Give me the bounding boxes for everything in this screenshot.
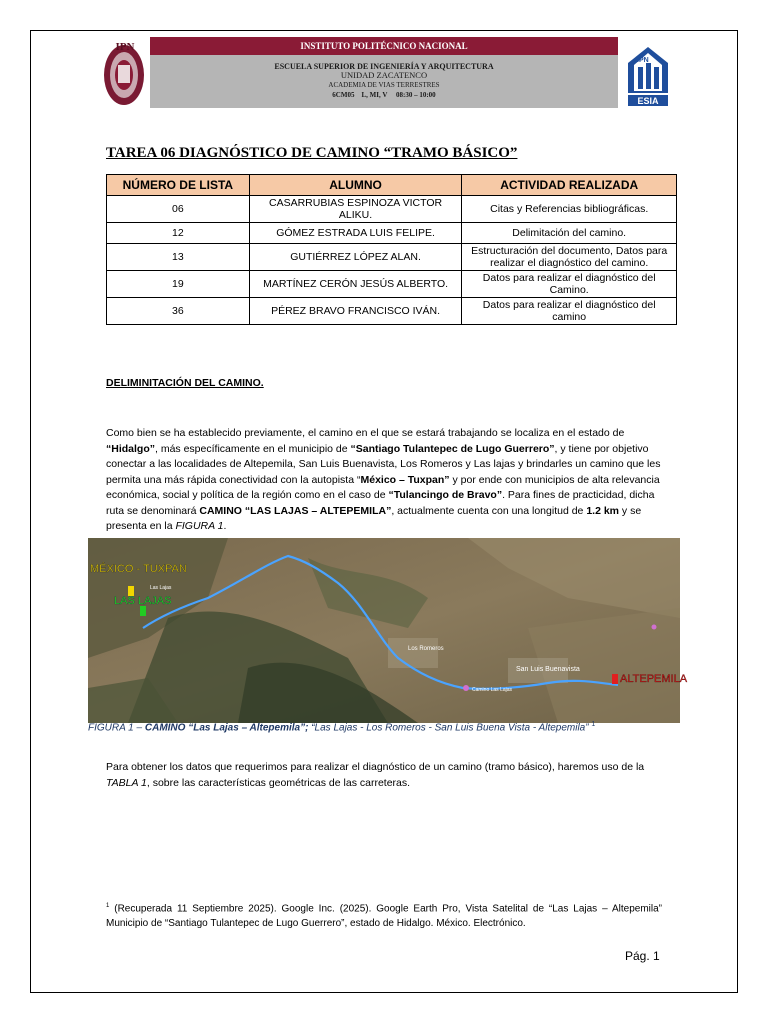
header-academy: ACADEMIA DE VIAS TERRESTRES	[328, 81, 440, 89]
delimitation-paragraph: Como bien se ha establecido previamente, el camino en el que se estará trabajando se localiza en el estado de “Hidalgo”, más específicamente en el municipio de “Santiago Tulantepec de Lugo Guerrero”, y tiene por objetivo conectar a las localidades de Altepemila, San Luis Buenavista, Los Romeros y Las lajas y brindarles un camino que les permita una más rápida conectividad con la autopista “México – Tuxpan” y por ende con municipios de alta relevancia económica, social y política de la región como en el caso de “Tulancingo de Bravo”. Para fines de practicidad, dicha ruta se denominará CAMINO “LAS LAJAS – ALTEPEMILA”, actualmente cuenta con una longitud de 1.2 km y se presenta en la FIGURA 1.	[106, 427, 661, 532]
table-cell: Citas y Referencias bibliográficas.	[462, 196, 677, 223]
svg-text:San Luis Buenavista: San Luis Buenavista	[516, 666, 580, 673]
table-row	[107, 298, 677, 325]
place-marker-icon	[652, 625, 657, 630]
table-header-cell: ALUMNO	[249, 175, 462, 196]
table-cell: 36	[107, 298, 250, 325]
table-cell: Datos para realizar el diagnóstico del Camino.	[462, 271, 677, 298]
table-cell: 13	[107, 244, 250, 271]
table-row	[107, 196, 677, 223]
document-title: TAREA 06 DIAGNÓSTICO DE CAMINO “TRAMO BÁSICO”	[106, 145, 518, 161]
table-cell: GUTIÉRREZ LÓPEZ ALAN.	[249, 244, 462, 271]
table-row	[107, 244, 677, 271]
svg-text:IPN: IPN	[637, 57, 649, 64]
svg-text:LAS LAJAS: LAS LAJAS	[114, 595, 172, 607]
table-row	[107, 223, 677, 244]
svg-text:Camino Las Lajas: Camino Las Lajas	[472, 687, 513, 693]
header-schedule: 6CM05 L, MI, V 08:30 – 10:00	[332, 91, 436, 99]
ipn-logo-icon	[101, 37, 147, 107]
team-table	[106, 174, 677, 325]
table-header-row	[107, 175, 677, 196]
table-cell: CASARRUBIAS ESPINOZA VICTOR ALIKU.	[249, 196, 462, 223]
table-cell: Estructuración del documento, Datos para realizar el diagnóstico del camino.	[462, 244, 677, 271]
svg-text:ALTEPEMILA: ALTEPEMILA	[620, 673, 688, 685]
header-unit: UNIDAD ZACATENCO	[340, 70, 428, 80]
satellite-map-image	[88, 538, 688, 723]
road-marker-icon	[463, 685, 469, 691]
figure-caption: FIGURA 1 – CAMINO “Las Lajas – Altepemila”; “Las Lajas - Los Romeros - San Luis Buena Vista - Altepemila” $^1$	[88, 721, 596, 734]
footnote: $^1$ (Recuperada 11 Septiembre 2025). Google Inc. (2025). Google Earth Pro, Vista Satelital de “Las Lajas – Altepemila” Municipio de “Santiago Tulantepec de Lugo Guerrero”, estado de Hidalgo. México. Electrónico.	[106, 903, 662, 930]
page-number: Pág. 1	[625, 949, 660, 963]
table-cell: 19	[107, 271, 250, 298]
header-institute: INSTITUTO POLITÉCNICO NACIONAL	[150, 37, 618, 55]
las-lajas-marker-icon	[140, 606, 146, 616]
table-cell: MARTÍNEZ CERÓN JESÚS ALBERTO.	[249, 271, 462, 298]
svg-text:Los Romeros: Los Romeros	[408, 646, 444, 652]
header-details	[150, 55, 618, 108]
svg-text:IPN: IPN	[115, 41, 135, 53]
header-school: ESCUELA SUPERIOR DE INGENIERÍA Y ARQUITECTURA	[274, 62, 494, 71]
table-cell: GÓMEZ ESTRADA LUIS FELIPE.	[249, 223, 462, 244]
table-cell: 12	[107, 223, 250, 244]
table-header-cell: NÚMERO DE LISTA	[107, 175, 250, 196]
table-cell: Delimitación del camino.	[462, 223, 677, 244]
table-row	[107, 271, 677, 298]
svg-text:ESIA: ESIA	[637, 96, 659, 106]
svg-text:MÉXICO - TUXPAN: MÉXICO - TUXPAN	[90, 563, 187, 575]
svg-text:Las Lajas: Las Lajas	[150, 585, 172, 591]
esia-logo-icon	[626, 41, 670, 107]
altepemila-marker-icon	[612, 674, 618, 684]
table-cell: PÉREZ BRAVO FRANCISCO IVÁN.	[249, 298, 462, 325]
table-reference-paragraph: Para obtener los datos que requerimos para realizar el diagnóstico de un camino (tramo básico), haremos uso de la TABLA 1, sobre las características geométricas de las carreteras.	[106, 761, 645, 789]
table-header-cell: ACTIVIDAD REALIZADA	[462, 175, 677, 196]
table-cell: 06	[107, 196, 250, 223]
table-cell: Datos para realizar el diagnóstico del camino	[462, 298, 677, 325]
section-heading: DELIMINITACIÓN DEL CAMINO.	[106, 377, 264, 389]
